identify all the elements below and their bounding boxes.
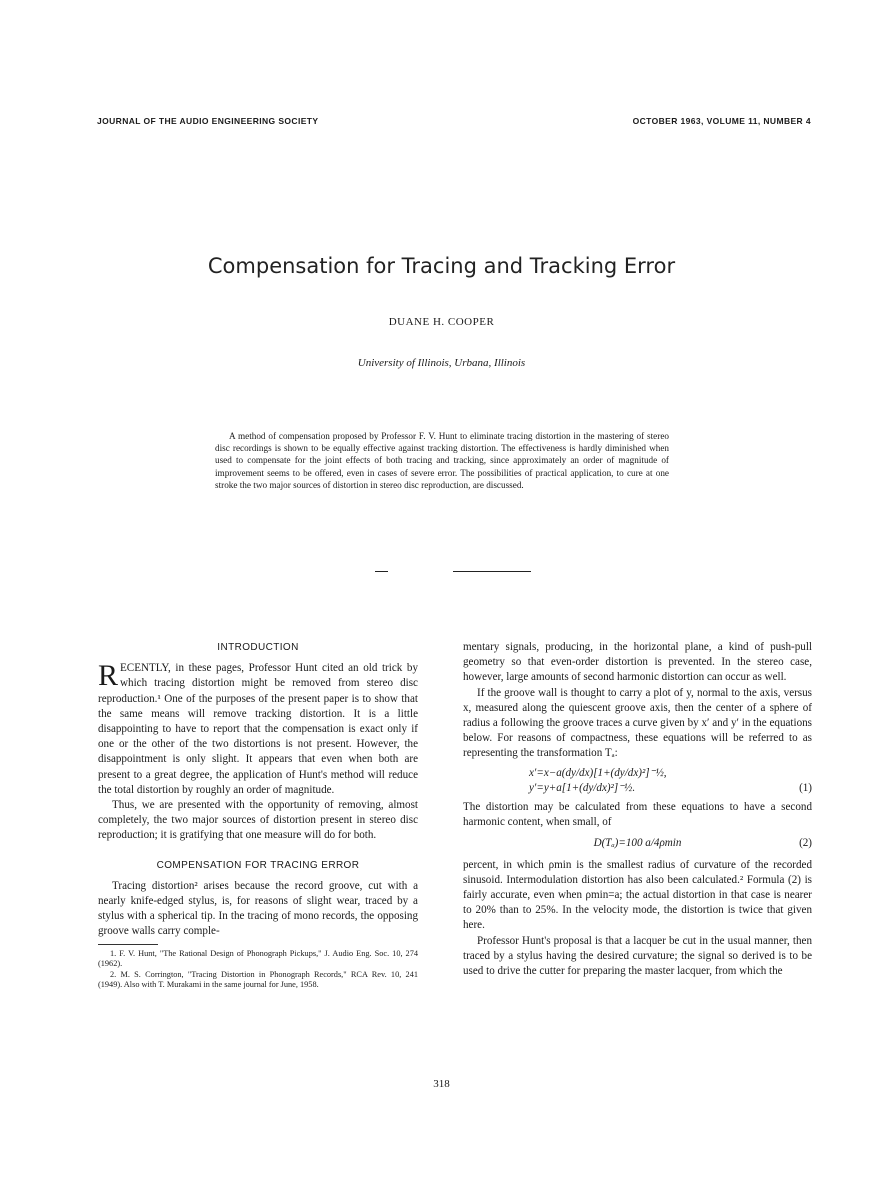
equation-1-line-1: x′=x−a(dy/dx)[1+(dy/dx)²]⁻½, <box>529 766 667 779</box>
equation-1 <box>463 766 812 796</box>
equation-1-number: (1) <box>799 781 812 794</box>
divider-long <box>453 571 531 572</box>
right-column <box>463 640 812 979</box>
equation-2-text: D(Tₐ)=100 a/4ρmin <box>593 837 682 850</box>
right-paragraph-4: percent, in which ρmin is the smallest radius of curvature of the recorded sinusoid. Intermodulation distortion has also been calculated.² Formula (2) is fairly accurate, even when ρmin=a; the actual distortion in that case is nearer to 20% than to 25%. In the velocity mode, the distortion is twice that given here. <box>463 858 812 932</box>
author-name: DUANE H. COOPER <box>388 316 495 328</box>
divider-short <box>375 571 388 572</box>
intro-paragraph-1 <box>98 661 418 798</box>
footnotes <box>98 949 418 991</box>
journal-name: JOURNAL OF THE AUDIO ENGINEERING SOCIETY <box>97 116 319 126</box>
right-paragraph-5: Professor Hunt's proposal is that a lacquer be cut in the usual manner, then traced by a stylus having the desired curvature; the signal so derived is to be used to drive the cutter for preparing the master lacquer, from which the <box>463 934 812 978</box>
compensation-paragraph-1: Tracing distortion² arises because the record groove, cut with a nearly knife-edged stylus, is, for reasons of slight wear, traced by a stylus with a spherical tip. In the tracing of mono records, the opposing groove walls carry comple- <box>98 879 418 938</box>
page-number: 318 <box>433 1078 450 1090</box>
section-heading-introduction: INTRODUCTION <box>217 642 299 653</box>
footnote-2: 2. M. S. Corrington, "Tracing Distortion in Phonograph Records," RCA Rev. 10, 241 (1949). Also with T. Murakami in the same journal for June, 1958. <box>98 969 418 990</box>
intro-paragraph-2: Thus, we are presented with the opportunity of removing, almost completely, the two major sources of distortion present in stereo disc reproduction; it is gratifying that one measure will do for both. <box>98 799 418 842</box>
abstract-text: A method of compensation proposed by Professor F. V. Hunt to eliminate tracing distortion in the mastering of stereo disc recordings is shown to be equally effective against tracking distortion. The effectiveness is hardly diminished when used to compensate for the joint effects of both tracing and tracking, since approximately an order of magnitude of improvement seems to be offered, even in cases of severe error. The possibilities of practical application, to cure at one stroke the two major sources of distortion in stereo disc reproduction, are discussed. <box>215 431 669 490</box>
abstract <box>215 430 669 491</box>
right-paragraph-1: mentary signals, producing, in the horizontal plane, a kind of push-pull geometry so that even-order distortion is prevented. In the stereo case, however, large amounts of second harmonic distortion can occur as well. <box>463 641 812 684</box>
footnote-divider <box>98 944 158 945</box>
equation-2-number: (2) <box>799 837 812 850</box>
equation-2 <box>463 836 812 851</box>
issue-info: OCTOBER 1963, VOLUME 11, NUMBER 4 <box>632 116 811 126</box>
left-column <box>98 640 418 991</box>
footnote-1: 1. F. V. Hunt, "The Rational Design of Phonograph Pickups," J. Audio Eng. Soc. 10, 274 (1962). <box>98 948 418 969</box>
right-paragraph-3: The distortion may be calculated from these equations to have a second harmonic content, when small, of <box>463 801 812 829</box>
author-affiliation: University of Illinois, Urbana, Illinois <box>357 357 526 369</box>
equation-1-line-2: y′=y+a[1+(dy/dx)²]⁻½. <box>529 781 636 794</box>
drop-cap: R <box>98 659 119 693</box>
intro-paragraph-1-text: ECENTLY, in these pages, Professor Hunt cited an old trick by which tracing distortion might be removed from stereo disc reproduction.¹ One of the purposes of the present paper is to show that the same means will remove tracking distortion. It is a little disappointing to have to report that the compensation is exact only if one or the other of the two distortions is not present. However, the disappointment is only slight. It appears that even when both are present to a great degree, the application of Hunt's method will reduce the total distortion by roughly an order of magnitude. <box>98 662 418 796</box>
paper-title: Compensation for Tracing and Tracking Error <box>207 254 676 278</box>
right-paragraph-2: If the groove wall is thought to carry a plot of y, normal to the axis, versus x, measured along the quiescent groove axis, then the center of a sphere of radius a following the groove traces a curve given by x′ and y′ in the equations below. For reasons of compactness, these equations will be referred to as representing the transformation Tₐ: <box>463 686 812 760</box>
section-heading-compensation: COMPENSATION FOR TRACING ERROR <box>156 859 360 871</box>
